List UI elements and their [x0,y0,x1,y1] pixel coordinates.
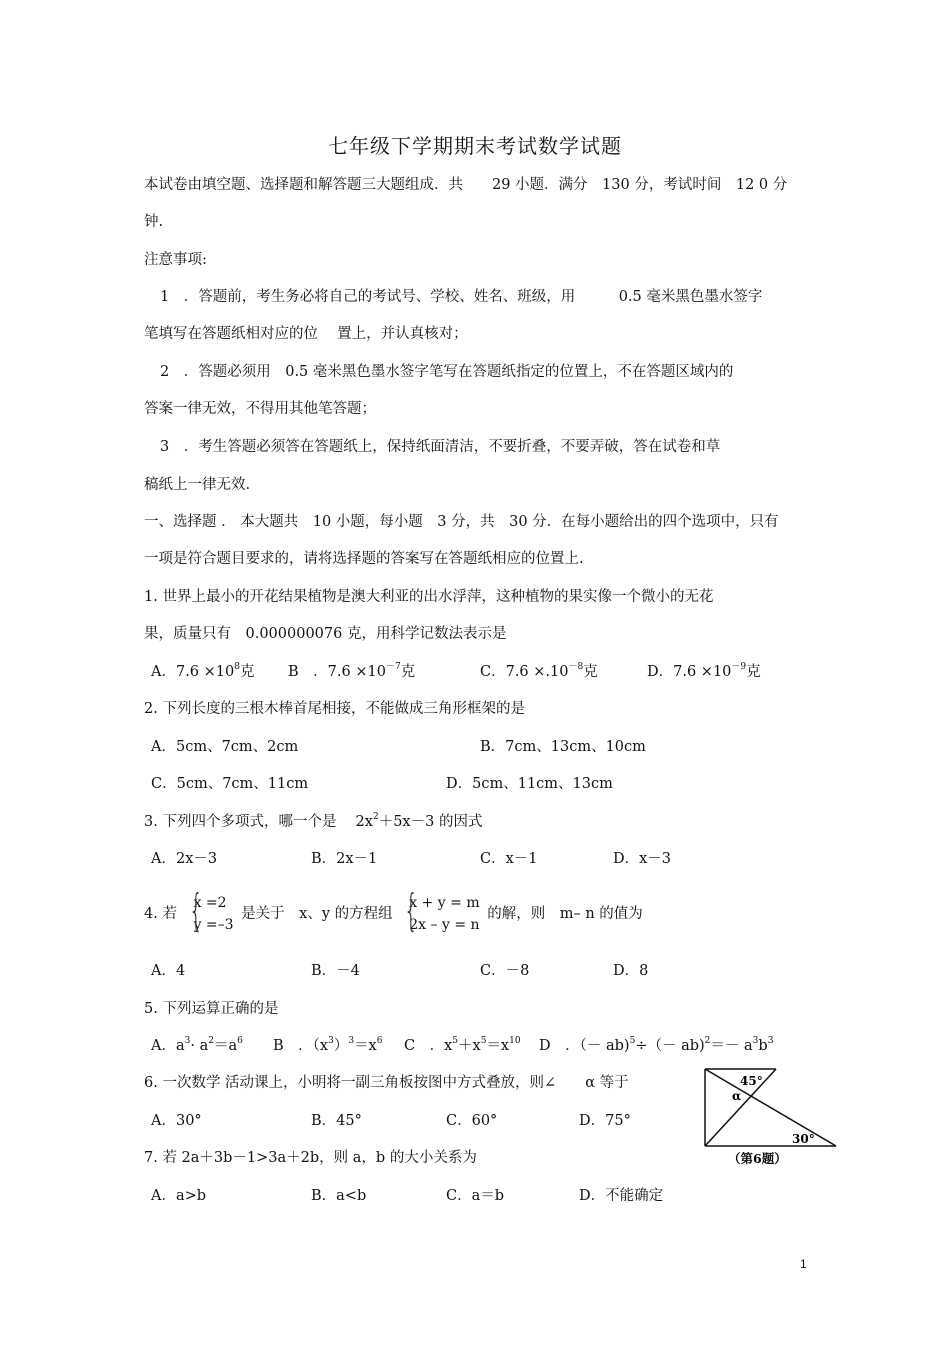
q7-stem: 7. 若 2a＋3b－1>3a＋2b，则 a，b 的大小关系为 [144,1150,477,1166]
page-number: 1 [800,1257,807,1271]
q4-option-d: D．8 [613,963,649,979]
q4-option-b: B．－4 [311,963,360,979]
q2-option-a: A．5cm、7cm、2cm [151,739,299,755]
q7-option-b: B．a<b [311,1188,367,1204]
q2-option-c: C．5cm、7cm、11cm [151,776,309,792]
q4-option-c: C．－8 [480,963,530,979]
q6-alpha-label: α [732,1089,742,1103]
section-1-heading: 一、选择题 ． 本大题共 10 小题，每小题 3 分，共 30 分．在每小题给出的四个选项中，只有 [144,514,779,530]
q3-option-b: B．2x－1 [311,851,378,867]
note-line: 答案一律无效，不得用其他笔答题； [144,401,376,417]
q1-option-c: C．$7.6 \times.10^{-8}$克 [480,662,598,680]
q3-stem: 3. 下列四个多项式，哪一个是 $2x^2+5x-3$ 的因式 [144,812,483,830]
q3-option-c: C．x－1 [480,851,538,867]
q1-option-d: D．$7.6 \times 10^{-9}$克 [647,662,761,680]
q6-figure-caption: （第6题） [728,1151,787,1166]
notice-heading: 注意事项: [144,252,207,268]
q5-option-d: D ．（－ $ab)^5\div(- ab)^2=- a^3b^3$ [539,1036,774,1054]
q4-solution-system: { x =2 y =–3 [185,892,234,936]
note-line: 2 ．答题必须用 0.5 毫米黑色墨水签字笔写在答题纸指定的位置上，不在答题区域内的 [160,364,734,380]
q6-angle-45-label: 45° [740,1074,763,1088]
q4-option-a: A．4 [151,963,186,979]
q3-option-d: D．x－3 [613,851,672,867]
q2-stem: 2. 下列长度的三根木棒首尾相接，不能做成三角形框架的是 [144,701,525,717]
section-1-instruction: 一项是符合题目要求的，请将选择题的答案写在答题纸相应的位置上. [144,551,584,567]
note-line: 笔填写在答题纸相对应的位 置上，并认真核对； [144,326,468,342]
q6-angle-30-label: 30° [792,1132,815,1146]
q6-option-c: C．60° [446,1113,498,1129]
q1-option-b: B ．$7.6 \times 10^{-7}$克 [288,662,416,680]
q2-option-b: B．7cm、13cm、10cm [480,739,646,755]
q6-triangle-figure [700,1066,840,1171]
intro-line-2: 钟. [144,214,164,230]
q1-option-a: A．$7.6 \times 10^8$克 [151,662,255,680]
q5-option-b: B ．$(x^3)^3=x^6$ [273,1036,383,1054]
q4-equation-system: { x + y = m 2x – y = n [400,892,479,936]
q6-option-d: D．75° [579,1113,631,1129]
q1-stem: 1. 世界上最小的开花结果植物是澳大利亚的出水浮萍，这种植物的果实像一个微小的无花 [144,589,714,605]
q3-option-a: A．2x－3 [151,851,218,867]
note-line: 稿纸上一律无效. [144,477,251,493]
intro-line-1: 本试卷由填空题、选择题和解答题三大题组成．共 29 小题．满分 130 分，考试时间 12 0 分 [144,177,788,193]
q5-option-c: C ．$x^5+x^5=x^{10}$ [404,1036,521,1054]
q7-option-c: C．a＝b [446,1188,505,1204]
q7-option-a: A．a>b [151,1188,207,1204]
q2-option-d: D．5cm、11cm、13cm [446,776,613,792]
q5-option-a: A．$a^3\cdot a^2=a^6$ [151,1036,243,1054]
q6-option-b: B．45° [311,1113,362,1129]
note-line: 3 ．考生答题必须答在答题纸上，保持纸面清洁，不要折叠，不要弄破，答在试卷和草 [160,439,721,455]
q7-option-d: D．不能确定 [579,1188,664,1204]
q4-stem: 4. 若 { x =2 y =–3 是关于 x、y 的方程组 { x + y = m 2x – y = n 的解，则 m– n 的值为 [144,892,643,936]
note-line: 1 ．答题前，考生务必将自己的考试号、学校、姓名、班级，用 0.5 毫米黑色墨水签字 [160,289,763,305]
q6-stem: 6. 一次数学 活动课上，小明将一副三角板按图中方式叠放，则∠ α 等于 [144,1075,629,1091]
q6-option-a: A．30° [151,1113,202,1129]
q5-stem: 5. 下列运算正确的是 [144,1001,279,1017]
q1-stem: 果，质量只有 0.000000076 克，用科学记数法表示是 [144,626,507,642]
page-title: 七年级下学期期末考试数学试题 [328,134,622,158]
